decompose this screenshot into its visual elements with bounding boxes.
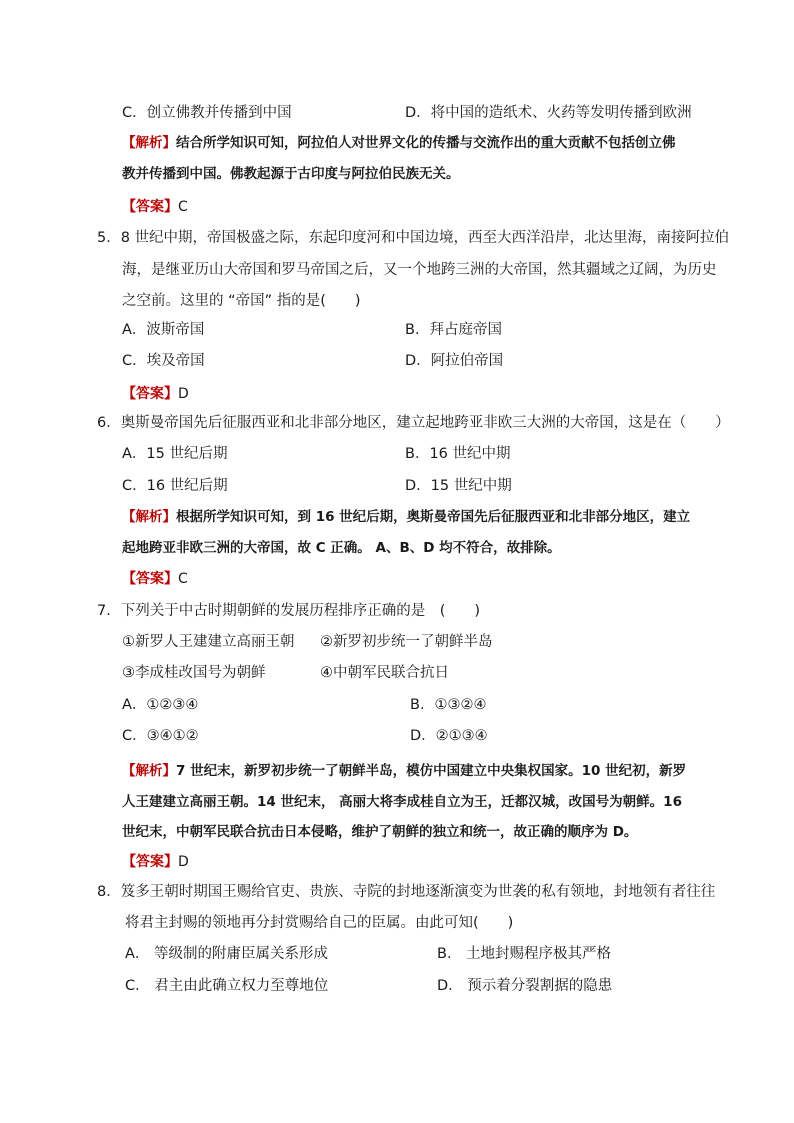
q8-stem-line-2: 将君主封赐的领地再分封赏赐给自己的臣属。由此可知( ) [125, 915, 514, 931]
q6-option-a: A．15 世纪后期 [122, 446, 228, 462]
q8-option-a: A． 等级制的附庸臣属关系形成 [125, 946, 329, 962]
answer-value: C [178, 199, 188, 215]
q6-answer [122, 569, 188, 589]
analysis-tag: 【解析】 [122, 509, 176, 525]
q7-stem: 7．下列关于中古时期朝鲜的发展历程排序正确的是 ( ) [97, 603, 481, 619]
q7-analysis-line-2: 人王建建立高丽王朝。14 世纪末， 高丽大将李成桂自立为王，迁都汉城，改国号为朝鲜。16 [122, 794, 682, 810]
q8-option-b: B． 土地封赐程序极其严格 [437, 946, 612, 962]
analysis-tag: 【解析】 [122, 135, 176, 151]
q4-option-d: D．将中国的造纸术、火药等发明传播到欧洲 [405, 105, 692, 121]
q7-option-b: B．①③②④ [410, 697, 487, 713]
q5-option-c: C．埃及帝国 [122, 353, 205, 369]
answer-value: D [178, 854, 189, 870]
analysis-text: 结合所学知识可知，阿拉伯人对世界文化的传播与交流作出的重大贡献不包括创立佛 [176, 135, 676, 151]
q6-stem: 6．奥斯曼帝国先后征服西亚和北非部分地区，建立起地跨亚非欧三大洲的大帝国，这是在（ ） [97, 415, 730, 431]
q7-option-d: D．②①③④ [410, 728, 488, 744]
answer-value: C [178, 571, 188, 587]
answer-tag: 【答案】 [122, 854, 178, 870]
q8-stem-line-1: 8．笈多王朝时期国王赐给官吏、贵族、寺院的封地逐渐演变为世袭的私有领地，封地领有者往往 [97, 884, 716, 900]
q5-stem-line-3: 之空前。这里的 “帝国” 指的是( ) [122, 293, 361, 309]
q7-option-c: C．③④①② [122, 728, 199, 744]
q5-stem-line-2: 海，是继亚历山大帝国和罗马帝国之后，又一个地跨三洲的大帝国，然其疆域之辽阔，为历史 [122, 262, 717, 278]
q6-option-d: D．15 世纪中期 [405, 478, 512, 494]
q7-analysis-line-3: 世纪末，中朝军民联合抗击日本侵略，维护了朝鲜的独立和统一，故正确的顺序为 D。 [122, 824, 638, 840]
q4-analysis-line-1 [122, 133, 676, 153]
q7-answer [122, 852, 189, 872]
q7-item-4: ④中朝军民联合抗日 [320, 665, 449, 681]
q7-item-2: ②新罗初步统一了朝鲜半岛 [320, 634, 493, 650]
q4-analysis-line-2: 教并传播到中国。佛教起源于古印度与阿拉伯民族无关。 [122, 166, 460, 182]
q7-analysis-line-1 [122, 761, 686, 781]
answer-tag: 【答案】 [122, 199, 178, 215]
analysis-text: 根据所学知识可知，到 16 世纪后期，奥斯曼帝国先后征服西亚和北非部分地区，建立 [176, 509, 691, 525]
q8-option-d: D． 预示着分裂割据的隐患 [437, 978, 613, 994]
q6-analysis-line-1 [122, 507, 690, 527]
q5-option-b: B．拜占庭帝国 [405, 322, 502, 338]
q5-answer [122, 384, 189, 404]
q5-option-d: D．阿拉伯帝国 [405, 353, 504, 369]
q6-analysis-line-2: 起地跨亚非欧三洲的大帝国，故 C 正确。 A、B、D 均不符合，故排除。 [122, 540, 561, 556]
q7-item-1: ①新罗人王建建立高丽王朝 [122, 634, 295, 650]
q4-option-c: C．创立佛教并传播到中国 [122, 105, 292, 121]
q5-option-a: A．波斯帝国 [122, 322, 205, 338]
answer-tag: 【答案】 [122, 571, 178, 587]
q7-option-a: A．①②③④ [122, 697, 199, 713]
answer-value: D [178, 386, 189, 402]
answer-tag: 【答案】 [122, 386, 178, 402]
q6-option-b: B．16 世纪中期 [405, 446, 511, 462]
q7-item-3: ③李成桂改国号为朝鲜 [122, 665, 266, 681]
q4-answer [122, 197, 188, 217]
q8-option-c: C． 君主由此确立权力至尊地位 [125, 978, 329, 994]
q6-option-c: C．16 世纪后期 [122, 478, 228, 494]
q5-stem-line-1: 5．8 世纪中期，帝国极盛之际，东起印度河和中国边境，西至大西洋沿岸，北达里海，南接阿拉伯 [97, 230, 730, 246]
analysis-tag: 【解析】 [122, 763, 176, 779]
analysis-text: 7 世纪末，新罗初步统一了朝鲜半岛，模仿中国建立中央集权国家。10 世纪初，新罗 [176, 763, 687, 779]
